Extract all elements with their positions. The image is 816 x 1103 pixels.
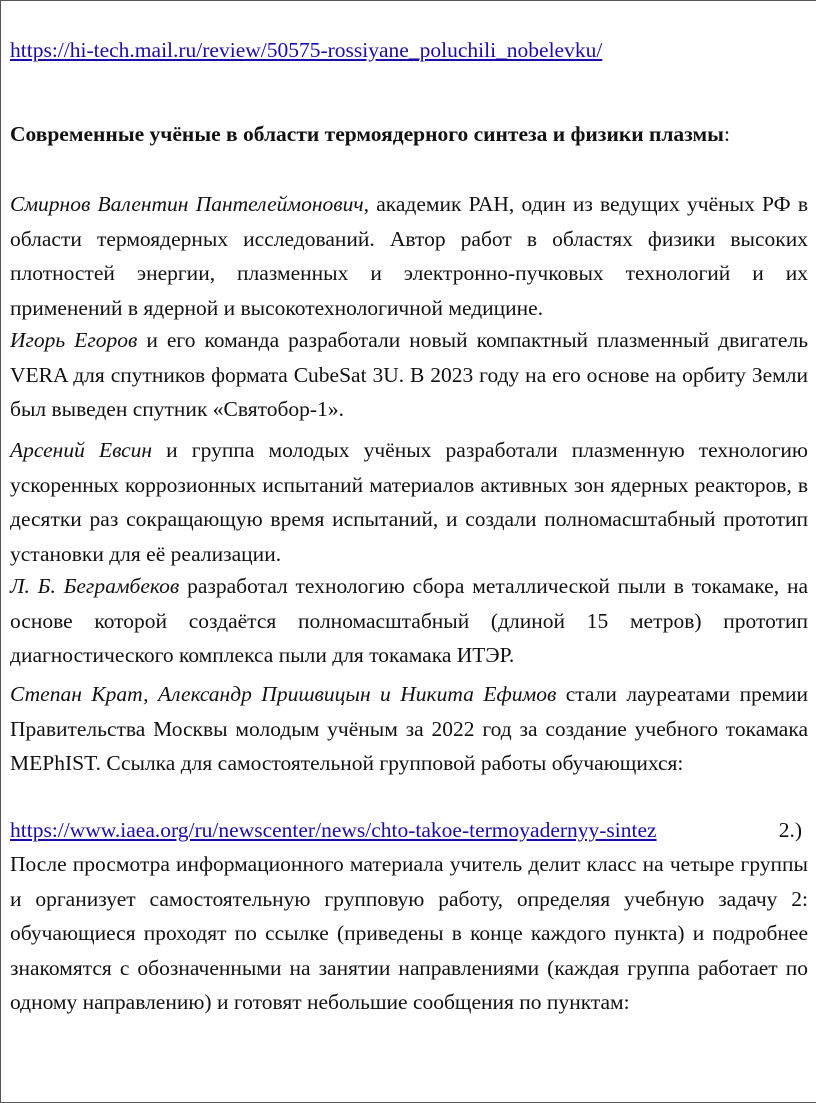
- paragraph-smirnov: [10, 187, 808, 325]
- paragraph-begrambekov: [10, 569, 808, 673]
- paragraph-egorov: [10, 323, 808, 427]
- scientist-name: Игорь Егоров: [10, 328, 138, 352]
- paragraph-text: После просмотра информационного материала учитель делит класс на четыре группы и организует самостоятельную групповую работу, определяя учебную задачу 2: обучающиеся проходят по ссылке (приведены в конце каждого пункта) и подробнее знакомятся с обозначенными на занятии направлениями (каждая группа работает по одному направлению) и готовят небольшие сообщения по пунктам:: [10, 852, 808, 1014]
- source-link[interactable]: https://hi-tech.mail.ru/review/50575-rossiyane_poluchili_nobelevku/: [10, 38, 603, 62]
- paragraph-text: , академик РАН, один из ведущих учёных РФ в области термоядерных исследований. Автор работ в областях физики высоких плотностей энергии, плазменных и электронно-пучковых технологий и их применений в ядерной и высокотехнологичной медицине.: [10, 192, 809, 320]
- paragraph-text: разработал технологию сбора металлической пыли в токамаке, на основе которой создаётся полномасштабный (длиной 15 метров) прототип диагностического комплекса пыли для токамака ИТЭР.: [10, 574, 808, 667]
- scientist-name: Арсений Евсин: [10, 438, 153, 462]
- paragraph-krat: [10, 677, 808, 781]
- heading-colon: :: [723, 122, 730, 146]
- paragraph-text: и его команда разработали новый компактный плазменный двигатель VERA для спутников формата CubeSat 3U. В 2023 году на его основе на орбиту Земли был выведен спутник «Святобор-1».: [10, 328, 808, 421]
- scientist-name: Смирнов Валентин Пантелеймонович: [10, 192, 364, 216]
- paragraph-evsin: [10, 433, 808, 571]
- paragraph-text: и группа молодых учёных разработали плазменную технологию ускоренных коррозионных испытаний материалов активных зон ядерных реакторов, в десятки раз сокращающую время испытаний, и создали полномасштабный прототип установки для её реализации.: [10, 438, 808, 566]
- item-number: 2.): [778, 818, 802, 842]
- heading-text: Современные учёные в области термоядерного синтеза и физики плазмы: [10, 122, 724, 146]
- paragraph-instructions: [10, 847, 808, 1020]
- iaea-link-row: [10, 813, 808, 848]
- iaea-link[interactable]: https://www.iaea.org/ru/newscenter/news/chto-takoe-termoyadernyy-sintez: [10, 818, 657, 842]
- scientist-name: Л. Б. Беграмбеков: [10, 574, 180, 598]
- paragraph-text: стали лауреатами премии Правительства Москвы молодым учёным за 2022 год за создание учебного токамака MEPhIST. Ссылка для самостоятельной групповой работы обучающихся:: [10, 682, 808, 775]
- section-heading: [10, 117, 808, 152]
- scientist-name: Степан Крат, Александр Пришвицын и Никита Ефимов: [10, 682, 557, 706]
